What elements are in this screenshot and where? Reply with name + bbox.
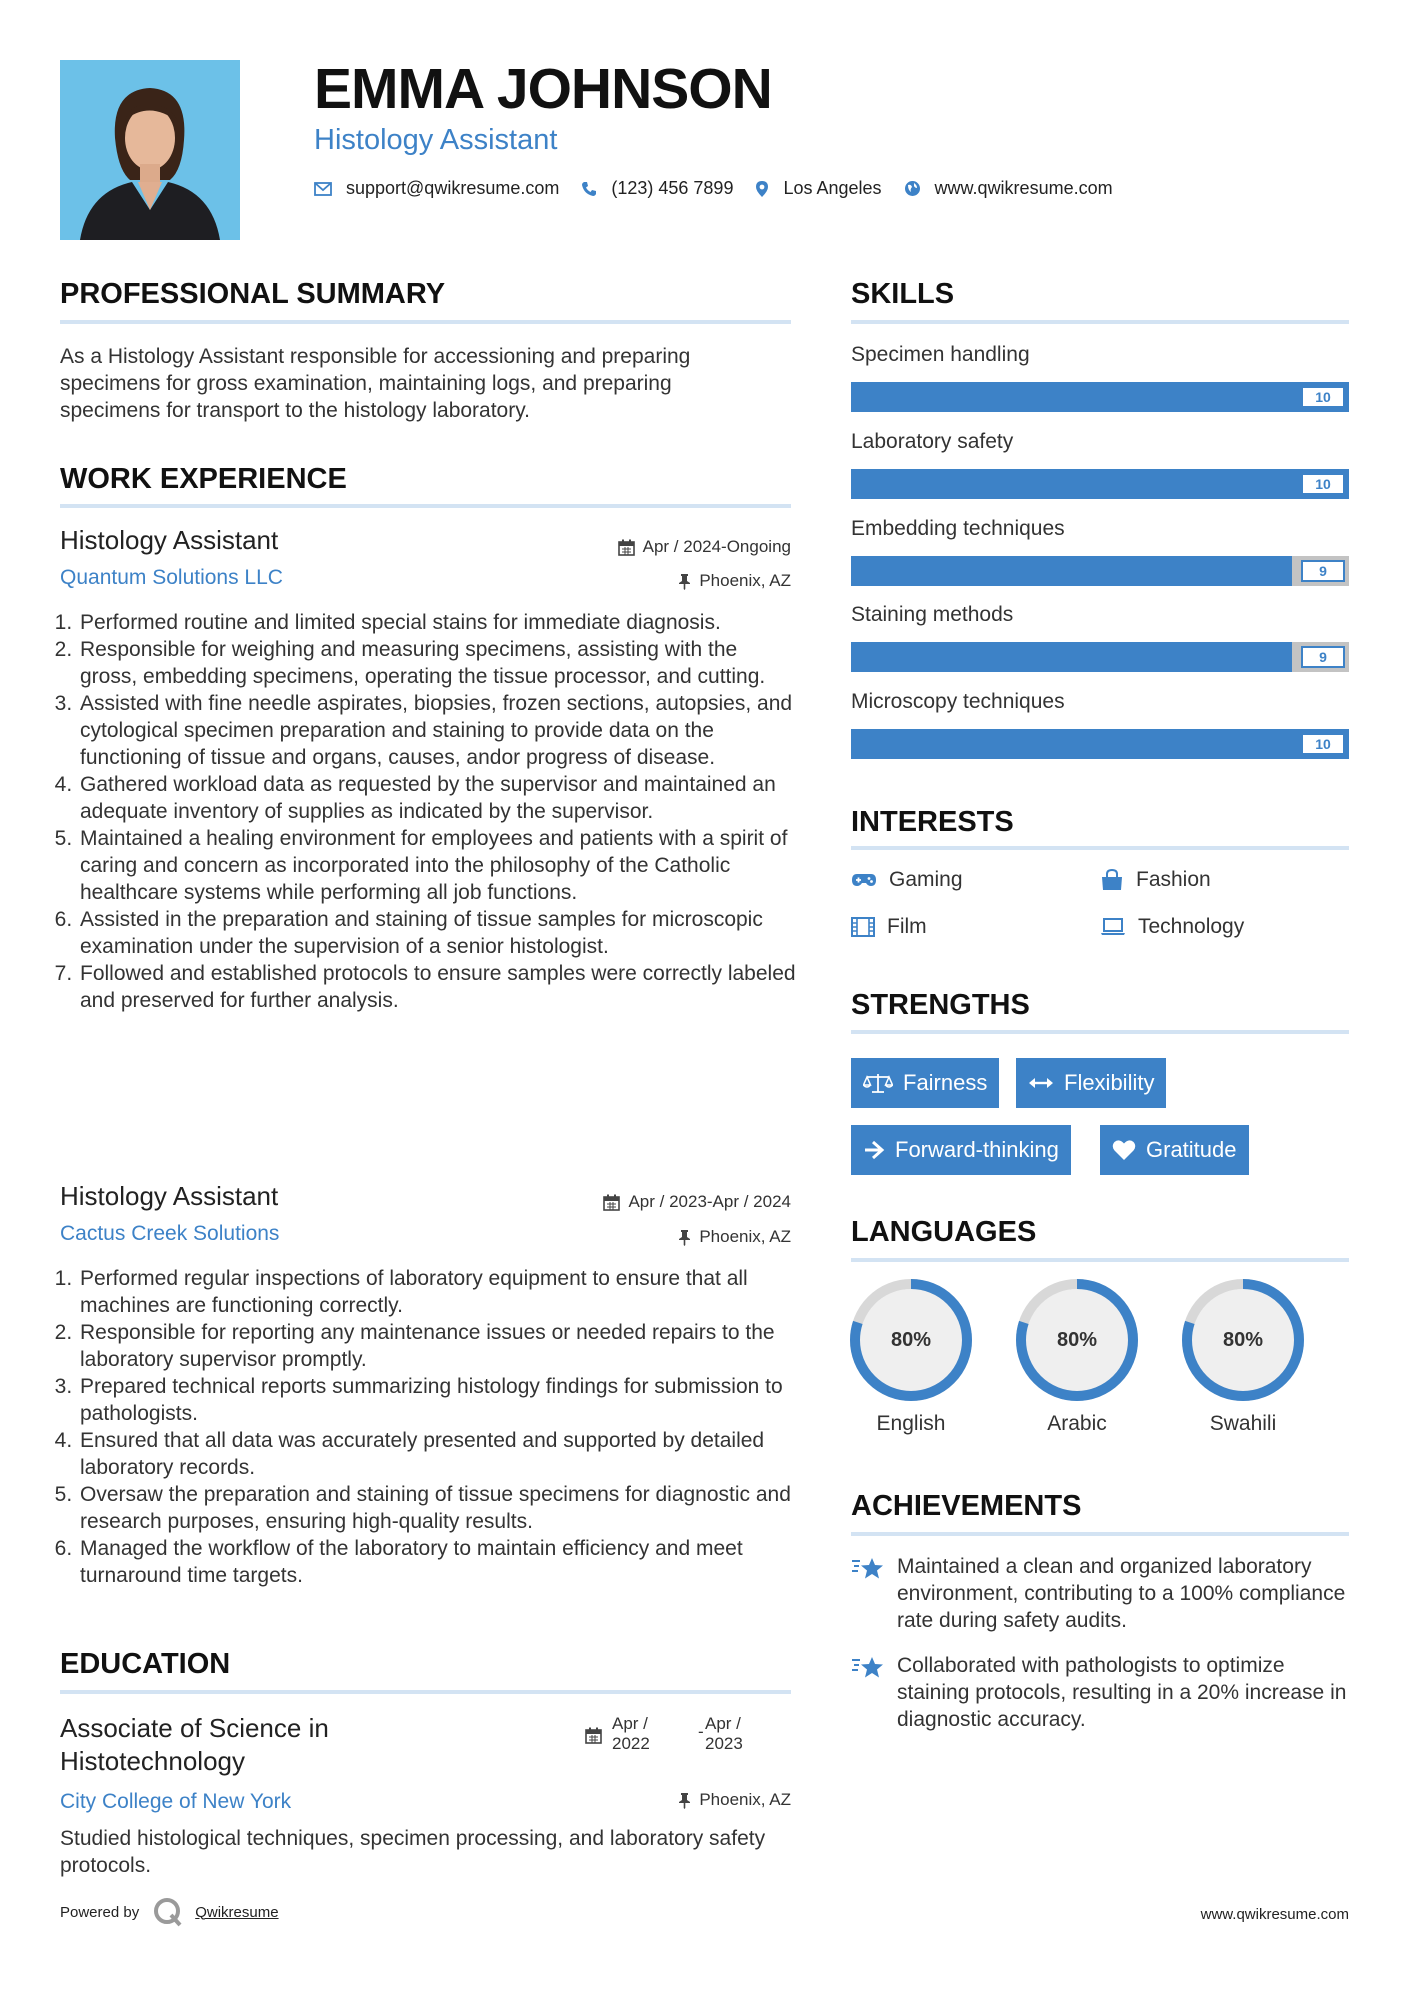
duty-item: 2. Responsible for reporting any maintenance issues or needed repairs to the laboratory supervisor promptly. [78, 1319, 800, 1373]
education-location-text: Phoenix, AZ [699, 1790, 791, 1809]
education-start-line2: 2022 [612, 1734, 650, 1753]
summary-divider [60, 320, 791, 324]
strengths-divider [851, 1030, 1349, 1034]
language-ring [1015, 1278, 1139, 1402]
interest-label: Film [887, 915, 927, 938]
achievement-item [851, 1652, 1351, 1733]
interest-label: Technology [1138, 915, 1245, 938]
skill-bar-fill [851, 729, 1349, 759]
strength-label: Flexibility [1064, 1070, 1155, 1095]
experience-heading: WORK EXPERIENCE [60, 463, 347, 495]
double-arrow-icon [1028, 1076, 1054, 1090]
skill-name: Microscopy techniques [851, 690, 1065, 713]
candidate-title: Histology Assistant [314, 124, 558, 156]
skill-bar [851, 642, 1349, 672]
duty-item: 5. Maintained a healing environment for employees and patients with a spirit of caring and concern as incorporated into the philosophy of the Catholic healthcare systems while performing all job functions. [78, 825, 800, 906]
duty-item: 5. Oversaw the preparation and staining of tissue specimens for diagnostic and research purposes, ensuring high-quality results. [78, 1481, 800, 1535]
strength-chip [1016, 1058, 1166, 1108]
strength-chip [1100, 1125, 1249, 1175]
laptop-icon [1100, 918, 1126, 936]
job-1-location-text: Phoenix, AZ [699, 571, 791, 590]
powered-by-label: Powered by [60, 1903, 140, 1921]
strength-chip [851, 1125, 1071, 1175]
heart-icon [1112, 1139, 1136, 1161]
contact-bar [314, 178, 1135, 199]
achievements-divider [851, 1532, 1349, 1536]
duty-item: 7. Followed and established protocols to ensure samples were correctly labeled and preserved for further analysis. [78, 960, 800, 1014]
map-marker-icon [755, 180, 769, 198]
education-end-date [705, 1714, 743, 1754]
interest-film [851, 915, 927, 939]
skill-level-badge: 10 [1301, 473, 1345, 495]
education-start-date [612, 1714, 650, 1754]
contact-email[interactable] [314, 178, 559, 199]
job-2-title: Histology Assistant [60, 1181, 279, 1211]
job-2-location [678, 1227, 791, 1247]
skills-divider [851, 320, 1349, 324]
skill-name: Laboratory safety [851, 430, 1014, 453]
job-2-dates-text: Apr / 2023-Apr / 2024 [628, 1192, 791, 1211]
contact-phone-text: (123) 456 7899 [611, 178, 734, 198]
education-heading: EDUCATION [60, 1648, 231, 1680]
skill-level-badge: 9 [1301, 560, 1345, 582]
duty-item: 2. Responsible for weighing and measuring specimens, assisting with the gross, embedding specimens, operating the tissue processor, and cutting. [78, 636, 800, 690]
qwikresume-logo-icon [153, 1897, 183, 1927]
skill-bar [851, 729, 1349, 759]
job-1-dates [618, 537, 791, 557]
skills-heading: SKILLS [851, 278, 955, 310]
skill-bar-fill [851, 556, 1292, 586]
contact-email-text: support@qwikresume.com [346, 178, 560, 198]
candidate-name: EMMA JOHNSON [314, 57, 772, 121]
achievements-heading: ACHIEVEMENTS [851, 1490, 1082, 1522]
duty-item: 3. Prepared technical reports summarizing histology findings for submission to pathologists. [78, 1373, 800, 1427]
interest-fashion [1100, 868, 1211, 892]
achievement-text: Collaborated with pathologists to optimize staining protocols, resulting in a 20% increase in diagnostic accuracy. [897, 1654, 1347, 1731]
strength-label: Forward-thinking [895, 1137, 1059, 1162]
pushpin-icon [678, 1792, 691, 1809]
footer-website[interactable]: www.qwikresume.com [1200, 1906, 1349, 1923]
contact-website[interactable] [904, 178, 1113, 199]
calendar-icon [603, 1194, 620, 1211]
profile-photo [60, 60, 240, 240]
film-icon [851, 917, 875, 937]
footer-powered-by [60, 1897, 279, 1927]
skill-name: Staining methods [851, 603, 1014, 626]
date-separator: - [698, 1722, 704, 1741]
interests-divider [851, 846, 1349, 850]
job-1-duties [60, 609, 800, 1014]
strength-label: Fairness [903, 1070, 988, 1095]
job-2-dates [603, 1192, 791, 1212]
duty-item: 1. Performed routine and limited special stains for immediate diagnosis. [78, 609, 800, 636]
education-degree: Associate of Science in Histotechnology [60, 1713, 329, 1776]
skill-bar-fill [851, 469, 1349, 499]
skill-bar [851, 469, 1349, 499]
phone-icon [581, 181, 597, 197]
skill-level-badge: 10 [1301, 733, 1345, 755]
contact-location-text: Los Angeles [783, 178, 882, 198]
skill-level-badge: 9 [1301, 646, 1345, 668]
contact-location [755, 178, 881, 199]
summary-heading: PROFESSIONAL SUMMARY [60, 278, 446, 310]
skill-bar-fill [851, 642, 1292, 672]
education-description: Studied histological techniques, specimen processing, and laboratory safety protocols. [60, 1827, 766, 1877]
pushpin-icon [678, 573, 691, 590]
job-1-title: Histology Assistant [60, 525, 279, 555]
language-english [849, 1278, 973, 1436]
experience-divider [60, 504, 791, 508]
language-name: Arabic [1047, 1412, 1107, 1435]
languages-divider [851, 1258, 1349, 1262]
skill-bar [851, 556, 1349, 586]
skill-bar [851, 382, 1349, 412]
skill-name: Specimen handling [851, 343, 1030, 366]
job-2-company: Cactus Creek Solutions [60, 1222, 280, 1245]
envelope-icon [314, 182, 332, 196]
job-1-company: Quantum Solutions LLC [60, 566, 283, 589]
achievement-text: Maintained a clean and organized laboratory environment, contributing to a 100% compliance rate during safety audits. [897, 1555, 1346, 1632]
language-ring [849, 1278, 973, 1402]
interest-label: Fashion [1136, 868, 1211, 891]
strength-chip [851, 1058, 999, 1108]
pushpin-icon [678, 1229, 691, 1246]
strengths-heading: STRENGTHS [851, 989, 1030, 1021]
skill-name: Embedding techniques [851, 517, 1065, 540]
duty-item: 6. Assisted in the preparation and staining of tissue samples for microscopic examination under the supervision of a senior histologist. [78, 906, 800, 960]
gamepad-icon [851, 872, 877, 888]
job-2-duties [60, 1265, 800, 1589]
duty-item: 6. Managed the workflow of the laboratory to maintain efficiency and meet turnaround time targets. [78, 1535, 800, 1589]
summary-text: As a Histology Assistant responsible for accessioning and preparing specimens for gross examination, maintaining logs, and preparing specimens for transport to the histology laboratory. [60, 345, 691, 422]
education-school: City College of New York [60, 1790, 292, 1813]
duty-item: 3. Assisted with fine needle aspirates, biopsies, frozen sections, autopsies, and cytological specimen preparation and staining to provide data on the functioning of tissue and organs, causes, andor progress of disease. [78, 690, 800, 771]
language-arabic [1015, 1278, 1139, 1436]
education-start-line1: Apr / [612, 1714, 648, 1733]
achievement-item [851, 1553, 1351, 1634]
education-divider [60, 1690, 791, 1694]
calendar-icon [618, 539, 635, 556]
duty-item: 4. Gathered workload data as requested by the supervisor and maintained an adequate inventory of supplies as indicated by the supervisor. [78, 771, 800, 825]
interests-heading: INTERESTS [851, 806, 1014, 838]
education-end-line2: 2023 [705, 1734, 743, 1753]
skill-level-badge: 10 [1301, 386, 1345, 408]
duty-item: 4. Ensured that all data was accurately presented and supported by detailed laboratory records. [78, 1427, 800, 1481]
language-name: English [876, 1412, 946, 1435]
shooting-star-icon [851, 1654, 885, 1682]
contact-website-text: www.qwikresume.com [934, 178, 1113, 198]
education-end-line1: Apr / [705, 1714, 741, 1733]
calendar-icon [585, 1727, 602, 1744]
balance-scale-icon [863, 1072, 893, 1094]
language-name: Swahili [1209, 1412, 1277, 1435]
job-1-location [678, 571, 791, 591]
languages-heading: LANGUAGES [851, 1216, 1037, 1248]
shooting-star-icon [851, 1555, 885, 1583]
skill-bar-fill [851, 382, 1349, 412]
interest-technology [1100, 915, 1244, 939]
job-2-location-text: Phoenix, AZ [699, 1227, 791, 1246]
education-location [678, 1790, 791, 1810]
shopping-bag-icon [1100, 869, 1124, 891]
job-1-dates-text: Apr / 2024-Ongoing [642, 537, 791, 556]
language-swahili [1181, 1278, 1305, 1436]
language-ring [1181, 1278, 1305, 1402]
language-percent: 80% [890, 1329, 932, 1351]
contact-phone[interactable] [581, 178, 733, 199]
strength-label: Gratitude [1146, 1137, 1237, 1162]
footer-brand-link[interactable]: Qwikresume [195, 1903, 279, 1921]
interest-gaming [851, 868, 963, 892]
arrow-right-icon [863, 1140, 885, 1160]
globe-icon [904, 180, 921, 197]
duty-item: 1. Performed regular inspections of laboratory equipment to ensure that all machines are functioning correctly. [78, 1265, 800, 1319]
language-percent: 80% [1056, 1329, 1098, 1351]
language-percent: 80% [1222, 1329, 1264, 1351]
interest-label: Gaming [889, 868, 963, 891]
